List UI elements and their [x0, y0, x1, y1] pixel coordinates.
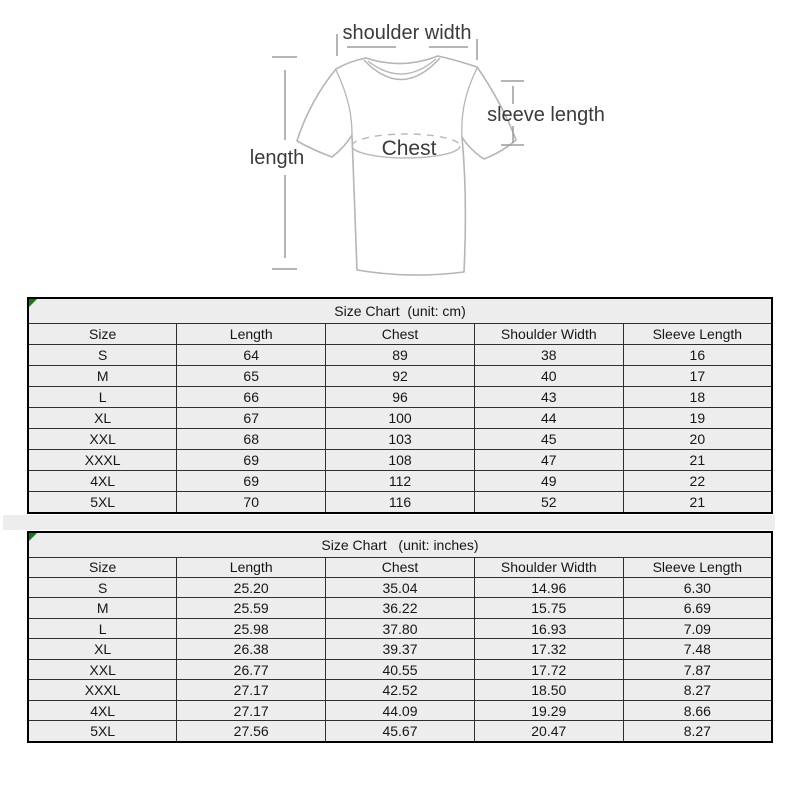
- table-cell: 19: [623, 407, 772, 428]
- table-cell: XL: [28, 639, 177, 659]
- table-cell: 15.75: [474, 598, 623, 618]
- table-cell: 68: [177, 428, 326, 449]
- table-cell: 19.29: [474, 700, 623, 720]
- table-cell: 44: [474, 407, 623, 428]
- excel-corner-marker-icon: [29, 533, 37, 541]
- table-cell: 17: [623, 365, 772, 386]
- table-header-row: [28, 323, 772, 344]
- table-title: [28, 532, 772, 557]
- table-row: [28, 700, 772, 720]
- column-header: Shoulder Width: [474, 557, 623, 577]
- column-header: Sleeve Length: [623, 557, 772, 577]
- table-cell: 5XL: [28, 721, 177, 742]
- table-cell: 21: [623, 449, 772, 470]
- table-row: [28, 680, 772, 700]
- table-cell: 44.09: [326, 700, 475, 720]
- table-cell: 108: [326, 449, 475, 470]
- table-cell: 4XL: [28, 470, 177, 491]
- table-cell: XXL: [28, 659, 177, 679]
- table-row: [28, 470, 772, 491]
- table-cell: L: [28, 386, 177, 407]
- table-cell: 18: [623, 386, 772, 407]
- table-cell: 25.59: [177, 598, 326, 618]
- table-cell: 8.27: [623, 721, 772, 742]
- table-cell: 69: [177, 470, 326, 491]
- table-cell: 27.17: [177, 700, 326, 720]
- table-cell: 14.96: [474, 577, 623, 597]
- table-cell: 92: [326, 365, 475, 386]
- sleeve-length-label: sleeve length: [487, 104, 605, 126]
- table-cell: 70: [177, 491, 326, 513]
- table-header-row: [28, 557, 772, 577]
- table-row: [28, 344, 772, 365]
- table-cell: 64: [177, 344, 326, 365]
- table-cell: 103: [326, 428, 475, 449]
- table-row: [28, 386, 772, 407]
- table-cell: 6.30: [623, 577, 772, 597]
- table-cell: 8.66: [623, 700, 772, 720]
- tshirt-outline: [297, 56, 516, 275]
- table-cell: 66: [177, 386, 326, 407]
- table-cell: 7.09: [623, 618, 772, 638]
- column-header: Length: [177, 323, 326, 344]
- table-row: [28, 407, 772, 428]
- table-cell: 26.77: [177, 659, 326, 679]
- table-cell: XXXL: [28, 449, 177, 470]
- table-title-text: Size Chart (unit: cm): [334, 302, 466, 319]
- table-cell: 18.50: [474, 680, 623, 700]
- table-row: [28, 491, 772, 513]
- size-chart-cm-table: [27, 297, 773, 514]
- table-cell: 4XL: [28, 700, 177, 720]
- excel-corner-marker-icon: [29, 299, 37, 307]
- table-cell: 40: [474, 365, 623, 386]
- table-cell: 16: [623, 344, 772, 365]
- table-row: [28, 449, 772, 470]
- size-chart-inches-table: [27, 531, 773, 743]
- table-cell: 116: [326, 491, 475, 513]
- table-cell: 42.52: [326, 680, 475, 700]
- spreadsheet-background-band: [3, 515, 775, 530]
- table-cell: XXL: [28, 428, 177, 449]
- table-cell: 37.80: [326, 618, 475, 638]
- table-cell: 25.98: [177, 618, 326, 638]
- table-cell: 65: [177, 365, 326, 386]
- table-cell: 43: [474, 386, 623, 407]
- column-header: Sleeve Length: [623, 323, 772, 344]
- chest-label: Chest: [381, 137, 437, 160]
- table-cell: 100: [326, 407, 475, 428]
- shoulder-width-label: shoulder width: [342, 22, 472, 44]
- table-cell: 36.22: [326, 598, 475, 618]
- table-cell: 52: [474, 491, 623, 513]
- table-cell: 112: [326, 470, 475, 491]
- table-cell: 40.55: [326, 659, 475, 679]
- table-cell: 8.27: [623, 680, 772, 700]
- table-cell: 16.93: [474, 618, 623, 638]
- table-cell: 45.67: [326, 721, 475, 742]
- column-header: Chest: [326, 557, 475, 577]
- table-title-row: [28, 532, 772, 557]
- tshirt-diagram: [0, 0, 800, 292]
- column-header: Size: [28, 323, 177, 344]
- table-cell: 22: [623, 470, 772, 491]
- table-cell: 26.38: [177, 639, 326, 659]
- table-cell: 7.48: [623, 639, 772, 659]
- table-cell: 67: [177, 407, 326, 428]
- table-cell: 96: [326, 386, 475, 407]
- table-cell: S: [28, 577, 177, 597]
- column-header: Chest: [326, 323, 475, 344]
- table-row: [28, 721, 772, 742]
- table-cell: 47: [474, 449, 623, 470]
- table-cell: S: [28, 344, 177, 365]
- length-label: length: [249, 147, 305, 169]
- table-cell: 20.47: [474, 721, 623, 742]
- table-title: [28, 298, 772, 323]
- table-cell: 27.56: [177, 721, 326, 742]
- table-row: [28, 659, 772, 679]
- table-cell: 89: [326, 344, 475, 365]
- table-cell: 17.72: [474, 659, 623, 679]
- table-cell: 35.04: [326, 577, 475, 597]
- table-cell: 69: [177, 449, 326, 470]
- table-cell: 39.37: [326, 639, 475, 659]
- table-row: [28, 577, 772, 597]
- table-cell: 25.20: [177, 577, 326, 597]
- table-cell: 38: [474, 344, 623, 365]
- table-cell: 7.87: [623, 659, 772, 679]
- table-title-row: [28, 298, 772, 323]
- table-cell: 21: [623, 491, 772, 513]
- table-title-text: Size Chart (unit: inches): [321, 536, 479, 553]
- table-cell: 20: [623, 428, 772, 449]
- table-cell: M: [28, 598, 177, 618]
- table-cell: XXXL: [28, 680, 177, 700]
- table-cell: 5XL: [28, 491, 177, 513]
- table-cell: 17.32: [474, 639, 623, 659]
- table-cell: XL: [28, 407, 177, 428]
- table-row: [28, 365, 772, 386]
- table-cell: 6.69: [623, 598, 772, 618]
- column-header: Shoulder Width: [474, 323, 623, 344]
- table-cell: 45: [474, 428, 623, 449]
- table-row: [28, 428, 772, 449]
- size-table-grid: [27, 531, 773, 743]
- table-cell: 27.17: [177, 680, 326, 700]
- table-cell: M: [28, 365, 177, 386]
- table-row: [28, 618, 772, 638]
- table-row: [28, 598, 772, 618]
- table-cell: 49: [474, 470, 623, 491]
- column-header: Length: [177, 557, 326, 577]
- table-row: [28, 639, 772, 659]
- column-header: Size: [28, 557, 177, 577]
- size-table-grid: [27, 297, 773, 514]
- table-cell: L: [28, 618, 177, 638]
